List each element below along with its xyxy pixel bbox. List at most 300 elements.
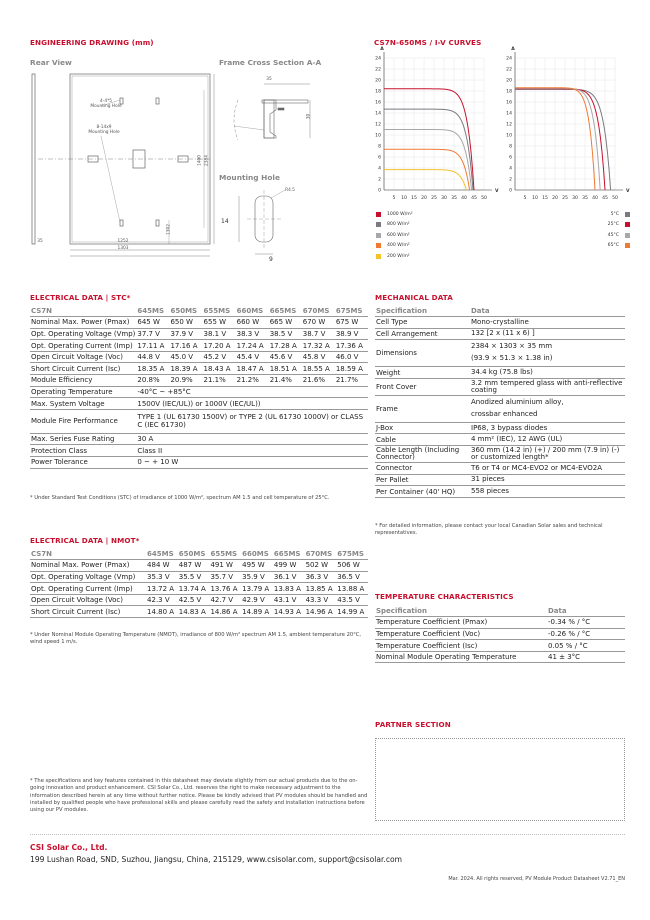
stc-row-value: 17.20 A xyxy=(203,340,236,352)
x-tick-label: 40 xyxy=(592,196,598,201)
mechanical-value-line: 360 mm (14.2 in) (+) / 200 mm (7.9 in) (-) or customized length* xyxy=(471,445,620,462)
hole-spec-4x5-name: Mounting Hole xyxy=(90,103,122,109)
mechanical-row xyxy=(375,422,625,434)
legend-swatch xyxy=(376,254,381,259)
irradiance-legend xyxy=(376,209,466,262)
footer-divider xyxy=(30,834,625,835)
mechanical-value-line: 3.2 mm tempered glass with anti-reflective coating xyxy=(471,378,623,394)
x-tick-label: 5 xyxy=(392,196,396,201)
temperature-table xyxy=(375,605,625,663)
nmot-row xyxy=(30,560,368,572)
dim-frame-30: 30 xyxy=(306,113,312,120)
mechanical-row-value xyxy=(470,434,625,446)
legend-item xyxy=(540,241,630,252)
frame-cross-section-label: Frame Cross Section A-A xyxy=(219,58,322,67)
x-tick-label: 50 xyxy=(612,196,618,201)
nmot-header-645MS: 645MS xyxy=(146,548,178,560)
stc-row-value: 18.51 A xyxy=(269,363,302,375)
stc-header-650MS: 650MS xyxy=(169,305,202,317)
stc-row xyxy=(30,363,368,375)
y-tick-label: 8 xyxy=(378,144,381,150)
mechanical-row-label: Connector xyxy=(375,463,470,475)
y-unit-label: A xyxy=(380,47,384,52)
nmot-row-value: 495 W xyxy=(241,560,273,572)
mounting-hole-label: Mounting Hole xyxy=(219,173,280,182)
nmot-row-value: 14.83 A xyxy=(178,606,210,618)
nmot-row-value: 502 W xyxy=(305,560,337,572)
partner-title: PARTNER SECTION xyxy=(375,720,451,729)
nmot-row-label: Opt. Operating Voltage (Vmp) xyxy=(30,571,146,583)
mechanical-row xyxy=(375,378,625,395)
dim-hole-14: 14 xyxy=(221,218,229,225)
y-tick-label: 0 xyxy=(509,188,512,194)
nmot-row-value: 13.79 A xyxy=(241,583,273,595)
x-tick-label: 25 xyxy=(431,196,437,201)
stc-row xyxy=(30,340,368,352)
legend-swatch xyxy=(625,222,630,227)
nmot-row-value: 14.93 A xyxy=(273,606,305,618)
mechanical-row-label: Per Pallet xyxy=(375,474,470,486)
mechanical-row xyxy=(375,367,625,379)
mechanical-value-line: 558 pieces xyxy=(471,486,510,495)
temperature-title: TEMPERATURE CHARACTERISTICS xyxy=(375,592,514,601)
nmot-row-value: 35.5 V xyxy=(178,571,210,583)
dim-1400: 1400 xyxy=(197,155,203,166)
stc-row-value: 45.4 V xyxy=(236,351,269,363)
dim-2384: 2384 xyxy=(204,155,210,166)
mechanical-value-line: (93.9 × 51.3 × 1.38 in) xyxy=(471,354,553,363)
mechanical-row-label: Cell Type xyxy=(375,317,470,329)
legend-item xyxy=(376,241,466,252)
stc-spec-label: Protection Class xyxy=(30,445,136,457)
temperature-row xyxy=(375,640,625,652)
mechanical-row xyxy=(375,446,625,463)
mechanical-row xyxy=(375,328,625,340)
nmot-row-value: 43.3 V xyxy=(305,594,337,606)
legend-swatch xyxy=(625,233,630,238)
nmot-row-value: 13.76 A xyxy=(209,583,241,595)
mechanical-value-line: IP68, 3 bypass diodes xyxy=(471,423,548,432)
stc-row-value: 45.0 V xyxy=(169,351,202,363)
hole-spec-4x5: 4-4*5 xyxy=(100,99,112,104)
dim-1303: 1303 xyxy=(117,246,129,251)
y-tick-label: 24 xyxy=(506,56,512,62)
nmot-row-value: 42.3 V xyxy=(146,594,178,606)
stc-title: ELECTRICAL DATA | STC* xyxy=(30,293,131,302)
stc-row-value: 645 W xyxy=(136,317,169,329)
y-tick-label: 8 xyxy=(509,144,512,150)
nmot-row-value: 35.3 V xyxy=(146,571,178,583)
nmot-row-label: Open Circuit Voltage (Voc) xyxy=(30,594,146,606)
y-tick-label: 20 xyxy=(375,78,381,84)
y-tick-label: 4 xyxy=(509,166,512,172)
iv-curves-title: CS7N-650MS / I-V CURVES xyxy=(374,38,482,47)
y-tick-label: 24 xyxy=(375,56,381,62)
y-tick-label: 16 xyxy=(506,100,512,106)
mechanical-value-line: 132 [2 x (11 x 6) ] xyxy=(471,329,535,338)
stc-row-value: 17.32 A xyxy=(302,340,335,352)
legend-swatch xyxy=(376,233,381,238)
nmot-header-670MS: 670MS xyxy=(305,548,337,560)
mechanical-value-line: T6 or T4 or MC4-EVO2 or MC4-EVO2A xyxy=(471,463,602,472)
nmot-header-model: CS7N xyxy=(30,548,146,560)
y-tick-label: 22 xyxy=(375,67,381,73)
mechanical-value-line: Anodized aluminium alloy, xyxy=(471,397,564,406)
legend-label: 400 W/m² xyxy=(387,243,410,249)
mechanical-row xyxy=(375,434,625,446)
stc-spec-label: Module Fire Performance xyxy=(30,409,136,433)
mechanical-row-label: Dimensions xyxy=(375,340,470,367)
nmot-row-value: 13.74 A xyxy=(178,583,210,595)
stc-row-value: 37.9 V xyxy=(169,328,202,340)
nmot-header-665MS: 665MS xyxy=(273,548,305,560)
stc-row-value: 44.8 V xyxy=(136,351,169,363)
nmot-title: ELECTRICAL DATA | NMOT* xyxy=(30,536,140,545)
iv-chart-temperature xyxy=(499,48,629,206)
stc-header-row xyxy=(30,305,368,317)
stc-row-label: Nominal Max. Power (Pmax) xyxy=(30,317,136,329)
legend-item xyxy=(376,220,466,231)
temperature-row-value: 0.05 % / °C xyxy=(547,640,625,652)
y-unit-label: A xyxy=(511,47,515,52)
nmot-row-value: 42.7 V xyxy=(209,594,241,606)
nmot-row-value: 13.85 A xyxy=(305,583,337,595)
mechanical-row-label: J-Box xyxy=(375,422,470,434)
mechanical-row-value xyxy=(470,395,625,422)
legend-label: 200 W/m² xyxy=(387,253,410,259)
y-tick-label: 14 xyxy=(375,111,381,117)
nmot-row xyxy=(30,571,368,583)
legend-label: 800 W/m² xyxy=(387,222,410,228)
legend-swatch xyxy=(376,243,381,248)
nmot-header-row xyxy=(30,548,368,560)
stc-row-value: 37.7 V xyxy=(136,328,169,340)
legend-label: 600 W/m² xyxy=(387,232,410,238)
legend-swatch xyxy=(376,222,381,227)
y-tick-label: 4 xyxy=(378,166,381,172)
stc-spec-label: Max. Series Fuse Rating xyxy=(30,433,136,445)
legend-label: 65°C xyxy=(607,243,619,249)
stc-row-value: 21.1% xyxy=(203,375,236,387)
stc-row-value: 18.35 A xyxy=(136,363,169,375)
iv-series-line xyxy=(515,88,600,190)
stc-row-value: 21.7% xyxy=(335,375,368,387)
nmot-row-value: 506 W xyxy=(336,560,368,572)
rear-view-hole-callout-1 xyxy=(86,100,126,110)
stc-header-675MS: 675MS xyxy=(335,305,368,317)
stc-spec-label: Operating Temperature xyxy=(30,386,136,398)
nmot-row xyxy=(30,606,368,618)
legend-item xyxy=(540,220,630,231)
stc-row-value: 650 W xyxy=(169,317,202,329)
temperature-row-value: -0.34 % / °C xyxy=(547,617,625,629)
temperature-header-row xyxy=(375,605,625,617)
stc-spec-label: Max. System Voltage xyxy=(30,398,136,410)
stc-row-value: 38.7 V xyxy=(302,328,335,340)
nmot-row-value: 14.96 A xyxy=(305,606,337,618)
mechanical-row-value xyxy=(470,446,625,463)
nmot-header-660MS: 660MS xyxy=(241,548,273,560)
nmot-row-value: 14.86 A xyxy=(209,606,241,618)
x-tick-label: 40 xyxy=(461,196,467,201)
legend-label: 45°C xyxy=(607,232,619,238)
nmot-row-value: 14.89 A xyxy=(241,606,273,618)
stc-row-value: 18.43 A xyxy=(203,363,236,375)
mechanical-row xyxy=(375,395,625,422)
x-tick-label: 10 xyxy=(532,196,538,201)
mechanical-row-value xyxy=(470,340,625,367)
temperature-row-value: -0.26 % / °C xyxy=(547,628,625,640)
x-tick-label: 20 xyxy=(552,196,558,201)
disclaimer: * The specifications and key features contained in this datasheet may deviate slightly from our actual products due to the on-going innovation and product enhancement. CSI Solar Co., Ltd. reserves the right to make necessary adjustment to the information described herein at any time without further notice. Please be kindly advised that PV modules should be handled and installed by qualified people who have professional skills and please carefully read the safety and installation instructions before using our PV modules. xyxy=(30,778,368,814)
y-tick-label: 10 xyxy=(506,133,512,139)
stc-row-value: 17.36 A xyxy=(335,340,368,352)
stc-row-value: 665 W xyxy=(269,317,302,329)
nmot-header-650MS: 650MS xyxy=(178,548,210,560)
y-tick-label: 2 xyxy=(378,177,381,183)
dim-1252: 1252 xyxy=(117,239,129,244)
nmot-row-label: Short Circuit Current (Isc) xyxy=(30,606,146,618)
temperature-row xyxy=(375,617,625,629)
stc-header-665MS: 665MS xyxy=(269,305,302,317)
stc-row-value: 17.16 A xyxy=(169,340,202,352)
stc-row-value: 20.9% xyxy=(169,375,202,387)
x-tick-label: 50 xyxy=(481,196,487,201)
nmot-table xyxy=(30,548,368,618)
legend-label: 25°C xyxy=(607,222,619,228)
mechanical-row xyxy=(375,463,625,475)
x-tick-label: 25 xyxy=(562,196,568,201)
nmot-row-value: 14.80 A xyxy=(146,606,178,618)
mechanical-row-label: Cable Length (Including Connector) xyxy=(375,446,470,463)
stc-header-670MS: 670MS xyxy=(302,305,335,317)
dim-hole-radius: R4.5 xyxy=(285,188,295,193)
stc-row xyxy=(30,375,368,387)
x-tick-label: 35 xyxy=(582,196,588,201)
nmot-row-value: 35.9 V xyxy=(241,571,273,583)
stc-row-label: Opt. Operating Current (Imp) xyxy=(30,340,136,352)
stc-row-value: 21.2% xyxy=(236,375,269,387)
legend-swatch xyxy=(625,243,630,248)
stc-spec-label: Power Tolerance xyxy=(30,457,136,469)
stc-row-value: 21.4% xyxy=(269,375,302,387)
stc-row-value: 18.55 A xyxy=(302,363,335,375)
stc-spec-value: TYPE 1 (UL 61730 1500V) or TYPE 2 (UL 61730 1000V) or CLASS C (IEC 61730) xyxy=(136,409,368,433)
partner-box xyxy=(375,738,625,821)
mechanical-value-line: crossbar enhanced xyxy=(471,409,538,418)
nmot-row-value: 36.3 V xyxy=(305,571,337,583)
legend-item xyxy=(540,230,630,241)
mechanical-row-label: Front Cover xyxy=(375,378,470,395)
frame-cross-section-drawing xyxy=(220,70,320,160)
temperature-row xyxy=(375,628,625,640)
temperature-header-spec: Specification xyxy=(375,605,547,617)
nmot-row-value: 14.99 A xyxy=(336,606,368,618)
stc-spec-value: 1500V (IEC/UL)) or 1000V (IEC/UL)) xyxy=(136,398,368,410)
x-tick-label: 10 xyxy=(401,196,407,201)
x-tick-label: 5 xyxy=(523,196,527,201)
y-tick-label: 12 xyxy=(375,122,381,128)
mechanical-note: * For detailed information, please contact your local Canadian Solar sales and technical representatives. xyxy=(375,523,603,537)
stc-row-label: Short Circuit Current (Isc) xyxy=(30,363,136,375)
nmot-row xyxy=(30,583,368,595)
mechanical-row-label: Cable xyxy=(375,434,470,446)
mechanical-header-data: Data xyxy=(470,305,625,317)
nmot-row-value: 43.5 V xyxy=(336,594,368,606)
mechanical-row-value xyxy=(470,486,625,498)
stc-row-label: Opt. Operating Voltage (Vmp) xyxy=(31,329,136,338)
legend-swatch xyxy=(625,212,630,217)
y-tick-label: 18 xyxy=(375,89,381,95)
stc-spec-value: 30 A xyxy=(136,433,368,445)
x-tick-label: 35 xyxy=(451,196,457,201)
side-profile xyxy=(32,74,35,244)
legend-item xyxy=(376,251,466,262)
stc-spec-row xyxy=(30,386,368,398)
dim-hole-9: 9 xyxy=(269,256,273,263)
mechanical-title: MECHANICAL DATA xyxy=(375,293,453,302)
stc-spec-row xyxy=(30,398,368,410)
temperature-row-label: Nominal Module Operating Temperature xyxy=(375,651,547,663)
stc-row-value: 45.6 V xyxy=(269,351,302,363)
mechanical-value-line: 2384 × 1303 × 35 mm xyxy=(471,342,553,351)
dim-frame-35: 35 xyxy=(266,77,272,82)
mechanical-row xyxy=(375,474,625,486)
y-tick-label: 0 xyxy=(378,188,381,194)
stc-row-value: 45.8 V xyxy=(302,351,335,363)
stc-row xyxy=(30,317,368,329)
stc-row xyxy=(30,351,368,363)
stc-row-value: 20.8% xyxy=(136,375,169,387)
stc-row xyxy=(30,328,368,340)
stc-row-value: 660 W xyxy=(236,317,269,329)
mechanical-row-label: Weight xyxy=(375,367,470,379)
mechanical-value-line: 31 pieces xyxy=(471,475,505,484)
mechanical-row-label: Cell Arrangement xyxy=(375,328,470,340)
dim-1302: 1302 xyxy=(166,224,172,235)
engineering-title: ENGINEERING DRAWING (mm) xyxy=(30,38,154,47)
stc-header-660MS: 660MS xyxy=(236,305,269,317)
mechanical-value-line: 34.4 kg (75.8 lbs) xyxy=(471,367,533,376)
mechanical-row-value xyxy=(470,328,625,340)
y-tick-label: 16 xyxy=(375,100,381,106)
nmot-row-value: 42.5 V xyxy=(178,594,210,606)
nmot-row-value: 499 W xyxy=(273,560,305,572)
stc-row-value: 38.1 V xyxy=(203,328,236,340)
x-tick-label: 45 xyxy=(602,196,608,201)
iv-chart-irradiance xyxy=(368,48,498,206)
nmot-row-value: 13.72 A xyxy=(146,583,178,595)
temperature-row-label: Temperature Coefficient (Pmax) xyxy=(375,617,547,629)
nmot-row-label: Opt. Operating Current (Imp) xyxy=(30,583,146,595)
stc-spec-value: -40°C ~ +85°C xyxy=(136,386,368,398)
mechanical-row xyxy=(375,317,625,329)
mechanical-row-value xyxy=(470,378,625,395)
x-tick-label: 30 xyxy=(441,196,447,201)
mechanical-table xyxy=(375,305,625,498)
stc-row-value: 18.39 A xyxy=(169,363,202,375)
nmot-row-value: 35.7 V xyxy=(209,571,241,583)
y-tick-label: 6 xyxy=(378,155,381,161)
stc-row-value: 675 W xyxy=(335,317,368,329)
y-tick-label: 20 xyxy=(506,78,512,84)
dim-35-side: 35 xyxy=(37,239,43,244)
iv-series-line xyxy=(384,130,472,191)
stc-row-value: 45.2 V xyxy=(203,351,236,363)
stc-row-label: Open Circuit Voltage (Voc) xyxy=(30,351,136,363)
temperature-header-data: Data xyxy=(547,605,625,617)
temperature-row-label: Temperature Coefficient (Isc) xyxy=(375,640,547,652)
nmot-row-value: 36.1 V xyxy=(273,571,305,583)
y-tick-label: 2 xyxy=(509,177,512,183)
stc-header-645MS: 645MS xyxy=(136,305,169,317)
company-name: CSI Solar Co., Ltd. xyxy=(30,843,108,852)
stc-row-value: 17.28 A xyxy=(269,340,302,352)
mounting-hole-drawing xyxy=(225,188,315,263)
stc-row-value: 18.59 A xyxy=(335,363,368,375)
nmot-note: * Under Nominal Module Operating Temperature (NMOT), irradiance of 800 W/m² spectrum AM 1.5, ambient temperature 20°C, wind speed 1 m/s. xyxy=(30,632,362,646)
stc-row-value: 38.9 V xyxy=(335,328,368,340)
stc-spec-value: Class II xyxy=(136,445,368,457)
stc-spec-row xyxy=(30,457,368,469)
mechanical-row-value xyxy=(470,463,625,475)
legend-label: 5°C xyxy=(610,211,619,217)
y-tick-label: 22 xyxy=(506,67,512,73)
nmot-header-655MS: 655MS xyxy=(209,548,241,560)
stc-row-value: 18.47 A xyxy=(236,363,269,375)
mechanical-row-value xyxy=(470,474,625,486)
x-tick-label: 45 xyxy=(471,196,477,201)
mechanical-row-value xyxy=(470,317,625,329)
nmot-row-value: 43.1 V xyxy=(273,594,305,606)
nmot-row-value: 13.88 A xyxy=(336,583,368,595)
legend-swatch xyxy=(376,212,381,217)
stc-spec-row xyxy=(30,433,368,445)
y-tick-label: 12 xyxy=(506,122,512,128)
legend-item xyxy=(376,230,466,241)
mechanical-header-spec: Specification xyxy=(375,305,470,317)
nmot-row-value: 42.9 V xyxy=(241,594,273,606)
nmot-row-label: Nominal Max. Power (Pmax) xyxy=(30,560,146,572)
temperature-legend xyxy=(540,209,630,251)
x-unit-label: V xyxy=(495,189,499,194)
stc-header-model: CS7N xyxy=(30,305,136,317)
x-unit-label: V xyxy=(626,189,630,194)
mechanical-value-line: Mono-crystalline xyxy=(471,317,529,326)
stc-header-655MS: 655MS xyxy=(203,305,236,317)
temperature-row-value: 41 ± 3°C xyxy=(547,651,625,663)
nmot-row-value: 487 W xyxy=(178,560,210,572)
stc-row-value: 46.0 V xyxy=(335,351,368,363)
mechanical-row-label: Per Container (40' HQ) xyxy=(375,486,470,498)
hole-spec-8x14: 8-14x9 xyxy=(96,125,112,130)
stc-row-value: 655 W xyxy=(203,317,236,329)
stc-row-value: 38.5 V xyxy=(269,328,302,340)
mechanical-row-label: Frame xyxy=(375,395,470,422)
stc-spec-row xyxy=(30,409,368,433)
nmot-row-value: 13.83 A xyxy=(273,583,305,595)
nmot-header-675MS: 675MS xyxy=(336,548,368,560)
nmot-row-value: 36.5 V xyxy=(336,571,368,583)
stc-row-label: Module Efficiency xyxy=(30,375,136,387)
nmot-row-value: 484 W xyxy=(146,560,178,572)
stc-note: * Under Standard Test Conditions (STC) of irradiance of 1000 W/m², spectrum AM 1.5 and cell temperature of 25°C. xyxy=(30,495,330,501)
temperature-row-label: Temperature Coefficient (Voc) xyxy=(375,628,547,640)
footer-note: Mar. 2024. All rights reserved, PV Module Product Datasheet V2.71_EN xyxy=(448,876,625,882)
temperature-row xyxy=(375,651,625,663)
mechanical-row-value xyxy=(470,422,625,434)
legend-item xyxy=(376,209,466,220)
